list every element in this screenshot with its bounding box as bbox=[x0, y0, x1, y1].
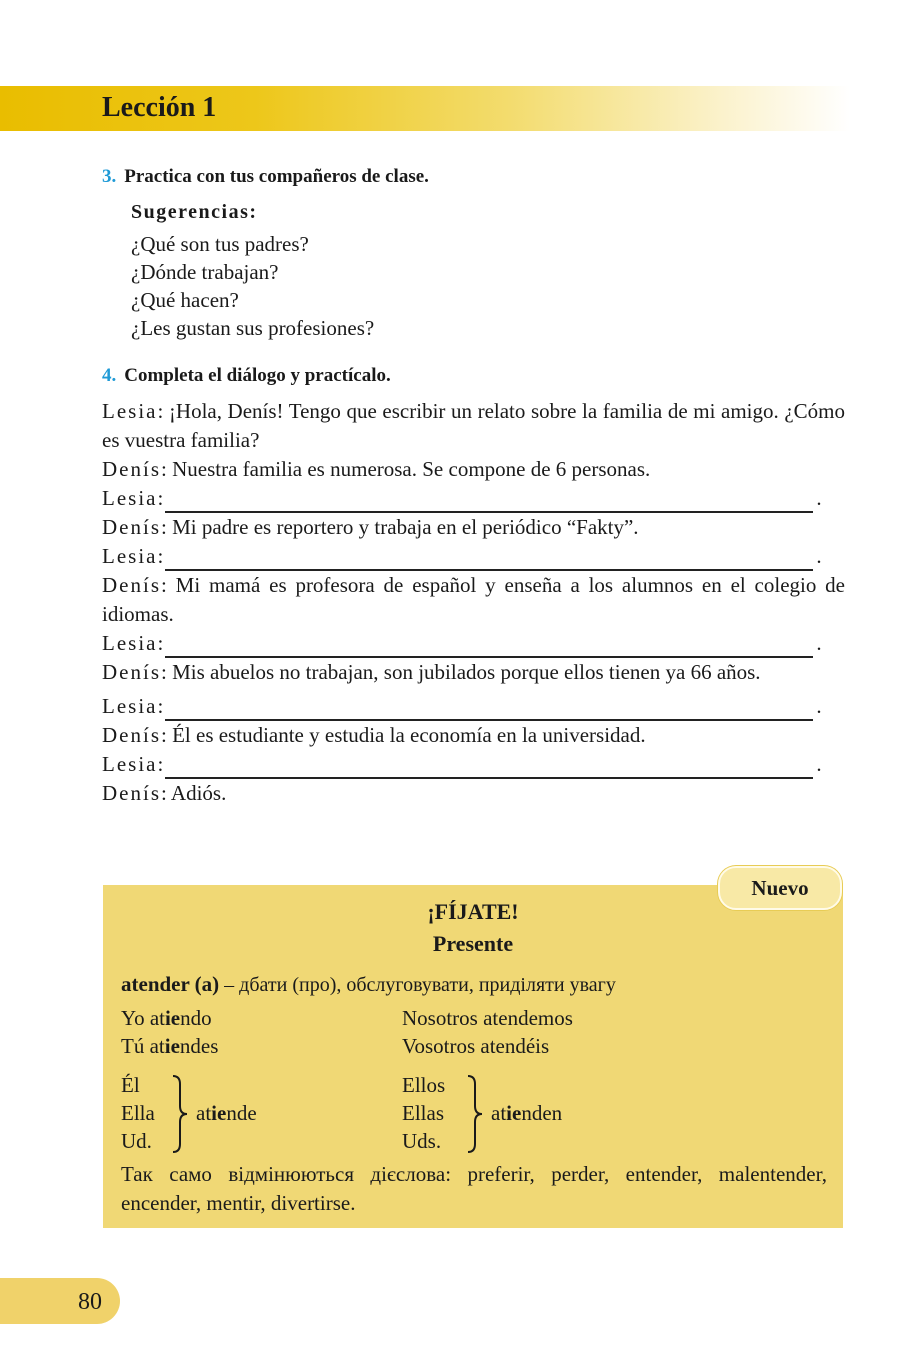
dialog-text: : bbox=[157, 631, 164, 655]
third-plural-pronouns bbox=[402, 1071, 445, 1155]
grammar-note: Так само відмінюються дієслова: preferir, perder, entender, malentender, encender, mentir, divertirse. bbox=[121, 1162, 827, 1215]
speaker-name: Lesia bbox=[102, 399, 158, 423]
right-brace-icon bbox=[170, 1074, 190, 1154]
blank-end: . bbox=[816, 544, 822, 568]
dialog-line bbox=[102, 779, 845, 808]
conjugation-tu bbox=[121, 1032, 218, 1060]
blank-end: . bbox=[816, 694, 822, 718]
exercise-number: 4. bbox=[102, 365, 117, 386]
dialog-text: : bbox=[157, 486, 164, 510]
dialog-text: : Adiós. bbox=[161, 781, 227, 805]
dialog-text: : bbox=[157, 694, 164, 718]
pronoun: Ellas bbox=[402, 1101, 444, 1125]
dialog bbox=[102, 397, 845, 808]
conjugation-nosotros: Nosotros atendemos bbox=[402, 1006, 573, 1030]
speaker-name: Lesia bbox=[102, 544, 158, 568]
dialog-text: : Mis abuelos no trabajan, son jubilados porque ellos tienen ya 66 años. bbox=[161, 660, 761, 684]
dialog-line bbox=[102, 571, 845, 629]
page-number: 80 bbox=[78, 1289, 102, 1315]
suggestion-item: ¿Les gustan sus profesiones? bbox=[131, 316, 375, 340]
dialog-text: : Nuestra familia es numerosa. Se compone de 6 personas. bbox=[161, 457, 651, 481]
dialog-text: : bbox=[157, 752, 164, 776]
pronoun: Ellos bbox=[402, 1073, 446, 1097]
dialog-line bbox=[102, 513, 845, 542]
pronoun: Ud. bbox=[121, 1129, 152, 1153]
right-brace-icon bbox=[465, 1074, 485, 1154]
answer-blank[interactable] bbox=[165, 635, 813, 658]
dialog-blank-line bbox=[102, 542, 845, 571]
speaker-name: Lesia bbox=[102, 752, 158, 776]
suggestion-item: ¿Qué son tus padres? bbox=[131, 232, 309, 256]
blank-end: . bbox=[816, 752, 822, 776]
conj-part: Yo at bbox=[121, 1006, 165, 1030]
dialog-blank-line bbox=[102, 484, 845, 513]
pronoun: Uds. bbox=[402, 1129, 442, 1153]
conj-part: ndo bbox=[180, 1006, 212, 1030]
exercise-3-heading bbox=[102, 165, 429, 189]
conj-part: Tú at bbox=[121, 1034, 165, 1058]
verb-infinitive: atender (a) bbox=[121, 972, 220, 996]
dialog-blank-line bbox=[102, 750, 845, 779]
nuevo-tab: Nuevo bbox=[718, 866, 842, 910]
conjugation-third-singular bbox=[196, 1099, 257, 1127]
verb-translation: – дбати (про), обслуговувати, приділяти увагу bbox=[219, 974, 616, 996]
speaker-name: Lesia bbox=[102, 694, 158, 718]
dialog-line bbox=[102, 658, 845, 687]
conj-part: nden bbox=[521, 1101, 563, 1125]
conj-part: ndes bbox=[179, 1034, 219, 1058]
exercise-4-heading bbox=[102, 364, 391, 388]
conj-stem-change: ie bbox=[164, 1034, 180, 1058]
conj-part: at bbox=[491, 1101, 507, 1125]
dialog-text: : Mi mamá es profesora de español y enseña a los alumnos en el colegio de idiomas. bbox=[102, 573, 845, 626]
pronoun: Ella bbox=[121, 1101, 155, 1125]
speaker-name: Denís bbox=[102, 781, 161, 805]
speaker-name: Lesia bbox=[102, 631, 158, 655]
conj-stem-change: ie bbox=[164, 1006, 181, 1030]
dialog-line bbox=[102, 721, 845, 750]
answer-blank[interactable] bbox=[165, 756, 813, 779]
dialog-text: : Él es estudiante y estudia la economía en la universidad. bbox=[161, 723, 646, 747]
pronoun: Él bbox=[121, 1073, 140, 1097]
speaker-name: Lesia bbox=[102, 486, 158, 510]
conj-part: at bbox=[196, 1101, 212, 1125]
speaker-name: Denís bbox=[102, 515, 161, 539]
answer-blank[interactable] bbox=[165, 548, 813, 571]
answer-blank[interactable] bbox=[165, 698, 813, 721]
grammar-box-title: ¡FÍJATE! bbox=[427, 899, 519, 924]
verb-definition bbox=[121, 970, 616, 999]
exercise-number: 3. bbox=[102, 166, 117, 187]
speaker-name: Denís bbox=[102, 457, 161, 481]
dialog-line bbox=[102, 397, 845, 455]
suggestion-item: ¿Qué hacen? bbox=[131, 288, 239, 312]
conj-stem-change: ie bbox=[506, 1101, 522, 1125]
speaker-name: Denís bbox=[102, 723, 161, 747]
dialog-text: : bbox=[157, 544, 164, 568]
grammar-box-subtitle: Presente bbox=[432, 931, 514, 956]
conj-part: nde bbox=[226, 1101, 257, 1125]
speaker-name: Denís bbox=[102, 573, 161, 597]
blank-end: . bbox=[816, 486, 822, 510]
blank-end: . bbox=[816, 631, 822, 655]
conj-stem-change: ie bbox=[211, 1101, 227, 1125]
dialog-text: : Mi padre es reportero y trabaja en el periódico “Fakty”. bbox=[161, 515, 639, 539]
page-number-tab bbox=[0, 1278, 120, 1324]
speaker-name: Denís bbox=[102, 660, 161, 684]
dialog-text: : ¡Hola, Denís! Tengo que escribir un relato sobre la familia de mi amigo. ¿Cómo es vuestra familia? bbox=[102, 399, 845, 452]
dialog-blank-line bbox=[102, 687, 845, 721]
dialog-line bbox=[102, 455, 845, 484]
lesson-title: Lección 1 bbox=[102, 92, 217, 123]
conjugation-third-plural bbox=[491, 1099, 562, 1127]
dialog-blank-line bbox=[102, 629, 845, 658]
exercise-instruction: Practica con tus compañeros de clase. bbox=[124, 166, 429, 187]
suggestions-title: Sugerencias: bbox=[131, 201, 258, 223]
conjugation-vosotros: Vosotros atendéis bbox=[402, 1034, 550, 1058]
answer-blank[interactable] bbox=[165, 490, 813, 513]
third-singular-pronouns bbox=[121, 1071, 155, 1155]
conjugation-yo bbox=[121, 1004, 212, 1032]
suggestions-list bbox=[131, 230, 374, 342]
suggestion-item: ¿Dónde trabajan? bbox=[131, 260, 279, 284]
exercise-instruction: Completa el diálogo y practícalo. bbox=[124, 365, 391, 386]
